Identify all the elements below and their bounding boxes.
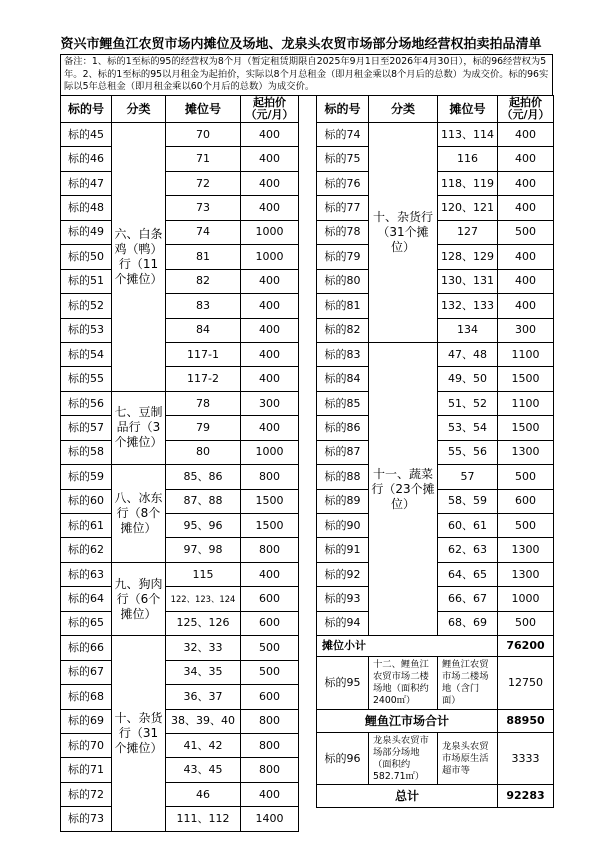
item-id-cell: 标的45 xyxy=(61,123,112,147)
price-cell: 800 xyxy=(241,758,299,782)
table-row xyxy=(61,220,299,244)
price-cell: 12750 xyxy=(498,657,554,710)
stall-cell: 128、129 xyxy=(438,245,498,269)
item-id-cell: 标的78 xyxy=(317,220,369,244)
price-cell: 400 xyxy=(241,147,299,171)
item-id-cell: 标的57 xyxy=(61,416,112,440)
price-cell: 500 xyxy=(241,660,299,684)
item-id-cell: 标的89 xyxy=(317,489,369,513)
stall-cell: 115 xyxy=(166,562,241,586)
item-id-cell: 标的79 xyxy=(317,245,369,269)
category-cell: 十一、蔬菜行（23个摊位） xyxy=(369,342,438,635)
document-title: 资兴市鲤鱼江农贸市场内摊位及场地、龙泉头农贸市场部分场地经营权拍卖拍品清单 xyxy=(60,37,542,52)
table-row xyxy=(61,562,299,586)
item-id-cell: 标的65 xyxy=(61,611,112,635)
item-id-cell: 标的83 xyxy=(317,342,369,366)
stall-cell: 134 xyxy=(438,318,498,342)
item-id-cell: 标的76 xyxy=(317,171,369,195)
item-id-cell: 标的93 xyxy=(317,587,369,611)
stall-cell: 龙泉头农贸市场原生活超市等 xyxy=(438,733,498,785)
remarks-note: 备注：1、标的1至标的95的经营权为8个月（暂定租赁期限自2025年9月1日至2026年4月30日），标的96经营权为5年。2、标的1至标的95以月租金为起拍价，实际以8个月总租金（即月租金乘以8个月后的总数）为成交价。标的96实际以5年总租金（即月租金乘以60个月后的总数）为成交价。 xyxy=(60,54,553,96)
stall-cell: 58、59 xyxy=(438,489,498,513)
price-cell: 400 xyxy=(498,147,554,171)
category-cell: 十二、鲤鱼江农贸市场二楼场地（面积约2400㎡） xyxy=(369,657,438,710)
price-cell: 600 xyxy=(241,685,299,709)
stall-cell: 43、45 xyxy=(166,758,241,782)
stall-cell: 120、121 xyxy=(438,196,498,220)
stall-cell: 127 xyxy=(438,220,498,244)
table-row xyxy=(61,440,299,464)
item-id-cell: 标的70 xyxy=(61,733,112,757)
item-id-cell: 标的90 xyxy=(317,514,369,538)
price-cell: 400 xyxy=(241,342,299,366)
table-row xyxy=(61,318,299,342)
header-stall: 摊位号 xyxy=(166,96,241,123)
table-row xyxy=(61,196,299,220)
table-row xyxy=(61,587,299,611)
header-price xyxy=(241,96,299,123)
category-cell: 十、杂货行（31个摊位） xyxy=(112,636,166,832)
item-id-cell: 标的66 xyxy=(61,636,112,660)
item-id-cell: 标的84 xyxy=(317,367,369,391)
item-id-cell: 标的51 xyxy=(61,269,112,293)
table-row xyxy=(61,123,299,147)
header-price-line2: （元/月） xyxy=(245,108,294,121)
table-row xyxy=(61,489,299,513)
item-id-cell: 标的47 xyxy=(61,171,112,195)
subtotal-row xyxy=(317,636,554,657)
table-row xyxy=(61,294,299,318)
stall-cell: 72 xyxy=(166,171,241,195)
stall-cell: 82 xyxy=(166,269,241,293)
item-id-cell: 标的82 xyxy=(317,318,369,342)
price-cell: 1100 xyxy=(498,342,554,366)
table-row xyxy=(61,758,299,782)
stall-cell: 36、37 xyxy=(166,685,241,709)
price-cell: 1000 xyxy=(241,245,299,269)
table-row xyxy=(61,636,299,660)
header-stall: 摊位号 xyxy=(438,96,498,123)
price-cell: 1300 xyxy=(498,440,554,464)
item-id-cell: 标的77 xyxy=(317,196,369,220)
item-id-cell: 标的67 xyxy=(61,660,112,684)
table-row xyxy=(61,514,299,538)
table-row xyxy=(61,391,299,415)
header-item-id: 标的号 xyxy=(61,96,112,123)
item-id-cell: 标的91 xyxy=(317,538,369,562)
category-cell: 七、豆制品行（3个摊位） xyxy=(112,391,166,464)
item-id-cell: 标的55 xyxy=(61,367,112,391)
price-cell: 400 xyxy=(241,367,299,391)
price-cell: 400 xyxy=(498,123,554,147)
item-id-cell: 标的59 xyxy=(61,465,112,489)
stall-cell: 116 xyxy=(438,147,498,171)
header-category: 分类 xyxy=(112,96,166,123)
stall-cell: 41、42 xyxy=(166,733,241,757)
price-cell: 1300 xyxy=(498,562,554,586)
table-row xyxy=(61,660,299,684)
header-category: 分类 xyxy=(369,96,438,123)
stall-cell: 49、50 xyxy=(438,367,498,391)
price-cell: 1300 xyxy=(498,538,554,562)
stall-cell: 71 xyxy=(166,147,241,171)
grand-total-label: 总计 xyxy=(317,785,498,808)
subtotal-value: 76200 xyxy=(498,636,554,657)
stall-cell: 51、52 xyxy=(438,391,498,415)
stall-cell: 84 xyxy=(166,318,241,342)
price-cell: 400 xyxy=(241,171,299,195)
header-item-id: 标的号 xyxy=(317,96,369,123)
header-row xyxy=(317,96,554,123)
table-row xyxy=(61,465,299,489)
stall-cell: 62、63 xyxy=(438,538,498,562)
item-id-cell: 标的75 xyxy=(317,147,369,171)
table-row xyxy=(61,367,299,391)
stall-cell: 132、133 xyxy=(438,294,498,318)
item-id-cell: 标的87 xyxy=(317,440,369,464)
price-cell: 1500 xyxy=(498,416,554,440)
header-price-line1: 起拍价 xyxy=(253,96,286,109)
item-id-cell: 标的94 xyxy=(317,611,369,635)
price-cell: 800 xyxy=(241,465,299,489)
price-cell: 400 xyxy=(498,196,554,220)
item-id-cell: 标的85 xyxy=(317,391,369,415)
stall-cell: 81 xyxy=(166,245,241,269)
stall-cell: 46 xyxy=(166,782,241,806)
grand-total-value: 92283 xyxy=(498,785,554,808)
item-id-cell: 标的80 xyxy=(317,269,369,293)
price-cell: 1000 xyxy=(241,220,299,244)
table-row xyxy=(61,709,299,733)
table-row xyxy=(61,171,299,195)
stall-cell: 117-1 xyxy=(166,342,241,366)
market-total-row xyxy=(317,710,554,733)
table-row xyxy=(61,245,299,269)
price-cell: 400 xyxy=(498,294,554,318)
price-cell: 1400 xyxy=(241,807,299,831)
stall-cell: 125、126 xyxy=(166,611,241,635)
category-cell: 十、杂货行（31个摊位） xyxy=(369,123,438,343)
table-row xyxy=(61,685,299,709)
price-cell: 1000 xyxy=(498,587,554,611)
price-cell: 600 xyxy=(241,587,299,611)
item-id-cell: 标的64 xyxy=(61,587,112,611)
stall-cell: 34、35 xyxy=(166,660,241,684)
item-id-cell: 标的46 xyxy=(61,147,112,171)
item-id-cell: 标的69 xyxy=(61,709,112,733)
header-row xyxy=(61,96,299,123)
price-cell: 400 xyxy=(241,318,299,342)
price-cell: 800 xyxy=(241,733,299,757)
item-id-cell: 标的58 xyxy=(61,440,112,464)
stall-cell: 130、131 xyxy=(438,269,498,293)
table-row xyxy=(61,807,299,831)
item-id-cell: 标的62 xyxy=(61,538,112,562)
price-cell: 400 xyxy=(498,269,554,293)
stall-cell: 60、61 xyxy=(438,514,498,538)
stall-cell: 113、114 xyxy=(438,123,498,147)
price-cell: 500 xyxy=(498,220,554,244)
price-cell: 500 xyxy=(498,465,554,489)
category-cell: 九、狗肉行（6个摊位） xyxy=(112,562,166,635)
stall-cell: 57 xyxy=(438,465,498,489)
price-cell: 400 xyxy=(241,269,299,293)
item-id-cell: 标的74 xyxy=(317,123,369,147)
item-id-cell: 标的96 xyxy=(317,733,369,785)
table-row xyxy=(317,657,554,710)
item-id-cell: 标的52 xyxy=(61,294,112,318)
stall-cell: 鲤鱼江农贸市场二楼场地（含门面） xyxy=(438,657,498,710)
price-cell: 400 xyxy=(498,171,554,195)
item-id-cell: 标的50 xyxy=(61,245,112,269)
price-cell: 500 xyxy=(241,636,299,660)
item-id-cell: 标的53 xyxy=(61,318,112,342)
item-id-cell: 标的48 xyxy=(61,196,112,220)
header-price xyxy=(498,96,554,123)
price-cell: 600 xyxy=(241,611,299,635)
price-cell: 1100 xyxy=(498,391,554,415)
stall-cell: 80 xyxy=(166,440,241,464)
price-cell: 500 xyxy=(498,611,554,635)
table-row xyxy=(61,782,299,806)
market-total-value: 88950 xyxy=(498,710,554,733)
price-cell: 400 xyxy=(241,416,299,440)
item-id-cell: 标的61 xyxy=(61,514,112,538)
header-price-line2: （元/月） xyxy=(501,108,550,121)
stall-cell: 95、96 xyxy=(166,514,241,538)
price-cell: 400 xyxy=(241,294,299,318)
market-total-label: 鲤鱼江市场合计 xyxy=(317,710,498,733)
item-id-cell: 标的63 xyxy=(61,562,112,586)
item-id-cell: 标的49 xyxy=(61,220,112,244)
table-row xyxy=(317,123,554,147)
price-cell: 1500 xyxy=(498,367,554,391)
item-id-cell: 标的92 xyxy=(317,562,369,586)
grand-total-row xyxy=(317,785,554,808)
item-id-cell: 标的68 xyxy=(61,685,112,709)
price-cell: 800 xyxy=(241,538,299,562)
price-cell: 400 xyxy=(241,123,299,147)
header-price-line1: 起拍价 xyxy=(509,96,542,109)
table-row xyxy=(317,342,554,366)
item-id-cell: 标的60 xyxy=(61,489,112,513)
stall-cell: 111、112 xyxy=(166,807,241,831)
stall-cell: 64、65 xyxy=(438,562,498,586)
stall-cell: 66、67 xyxy=(438,587,498,611)
subtotal-label: 摊位小计 xyxy=(317,636,498,657)
table-row xyxy=(61,147,299,171)
table-row xyxy=(61,538,299,562)
category-cell: 八、冰东行（8个摊位） xyxy=(112,465,166,563)
item-id-cell: 标的54 xyxy=(61,342,112,366)
stall-cell: 78 xyxy=(166,391,241,415)
stall-cell: 70 xyxy=(166,123,241,147)
price-cell: 400 xyxy=(241,196,299,220)
category-cell: 六、白条鸡（鸭）行（11个摊位） xyxy=(112,123,166,392)
table-row xyxy=(61,342,299,366)
price-cell: 300 xyxy=(241,391,299,415)
price-cell: 1500 xyxy=(241,489,299,513)
item-id-cell: 标的95 xyxy=(317,657,369,710)
stall-cell: 118、119 xyxy=(438,171,498,195)
price-cell: 400 xyxy=(498,245,554,269)
stall-cell: 38、39、40 xyxy=(166,709,241,733)
stall-cell: 68、69 xyxy=(438,611,498,635)
price-cell: 1000 xyxy=(241,440,299,464)
stall-cell: 53、54 xyxy=(438,416,498,440)
table-row xyxy=(61,269,299,293)
item-id-cell: 标的88 xyxy=(317,465,369,489)
price-cell: 400 xyxy=(241,782,299,806)
item-id-cell: 标的73 xyxy=(61,807,112,831)
price-cell: 800 xyxy=(241,709,299,733)
table-row xyxy=(61,733,299,757)
stall-cell: 55、56 xyxy=(438,440,498,464)
price-cell: 500 xyxy=(498,514,554,538)
auction-table-right xyxy=(316,95,554,808)
stall-cell: 47、48 xyxy=(438,342,498,366)
table-row xyxy=(61,416,299,440)
table-row xyxy=(317,733,554,785)
item-id-cell: 标的71 xyxy=(61,758,112,782)
price-cell: 300 xyxy=(498,318,554,342)
price-cell: 1500 xyxy=(241,514,299,538)
stall-cell: 32、33 xyxy=(166,636,241,660)
table-row xyxy=(61,611,299,635)
price-cell: 600 xyxy=(498,489,554,513)
stall-cell: 87、88 xyxy=(166,489,241,513)
stall-cell: 97、98 xyxy=(166,538,241,562)
stall-cell: 74 xyxy=(166,220,241,244)
stall-cell: 117-2 xyxy=(166,367,241,391)
category-cell: 龙泉头农贸市场部分场地（面积约582.71㎡） xyxy=(369,733,438,785)
stall-cell: 79 xyxy=(166,416,241,440)
item-id-cell: 标的56 xyxy=(61,391,112,415)
item-id-cell: 标的81 xyxy=(317,294,369,318)
price-cell: 3333 xyxy=(498,733,554,785)
stall-cell: 85、86 xyxy=(166,465,241,489)
stall-cell: 122、123、124 xyxy=(166,587,241,611)
auction-table-left xyxy=(60,95,299,832)
stall-cell: 83 xyxy=(166,294,241,318)
price-cell: 400 xyxy=(241,562,299,586)
item-id-cell: 标的86 xyxy=(317,416,369,440)
item-id-cell: 标的72 xyxy=(61,782,112,806)
stall-cell: 73 xyxy=(166,196,241,220)
